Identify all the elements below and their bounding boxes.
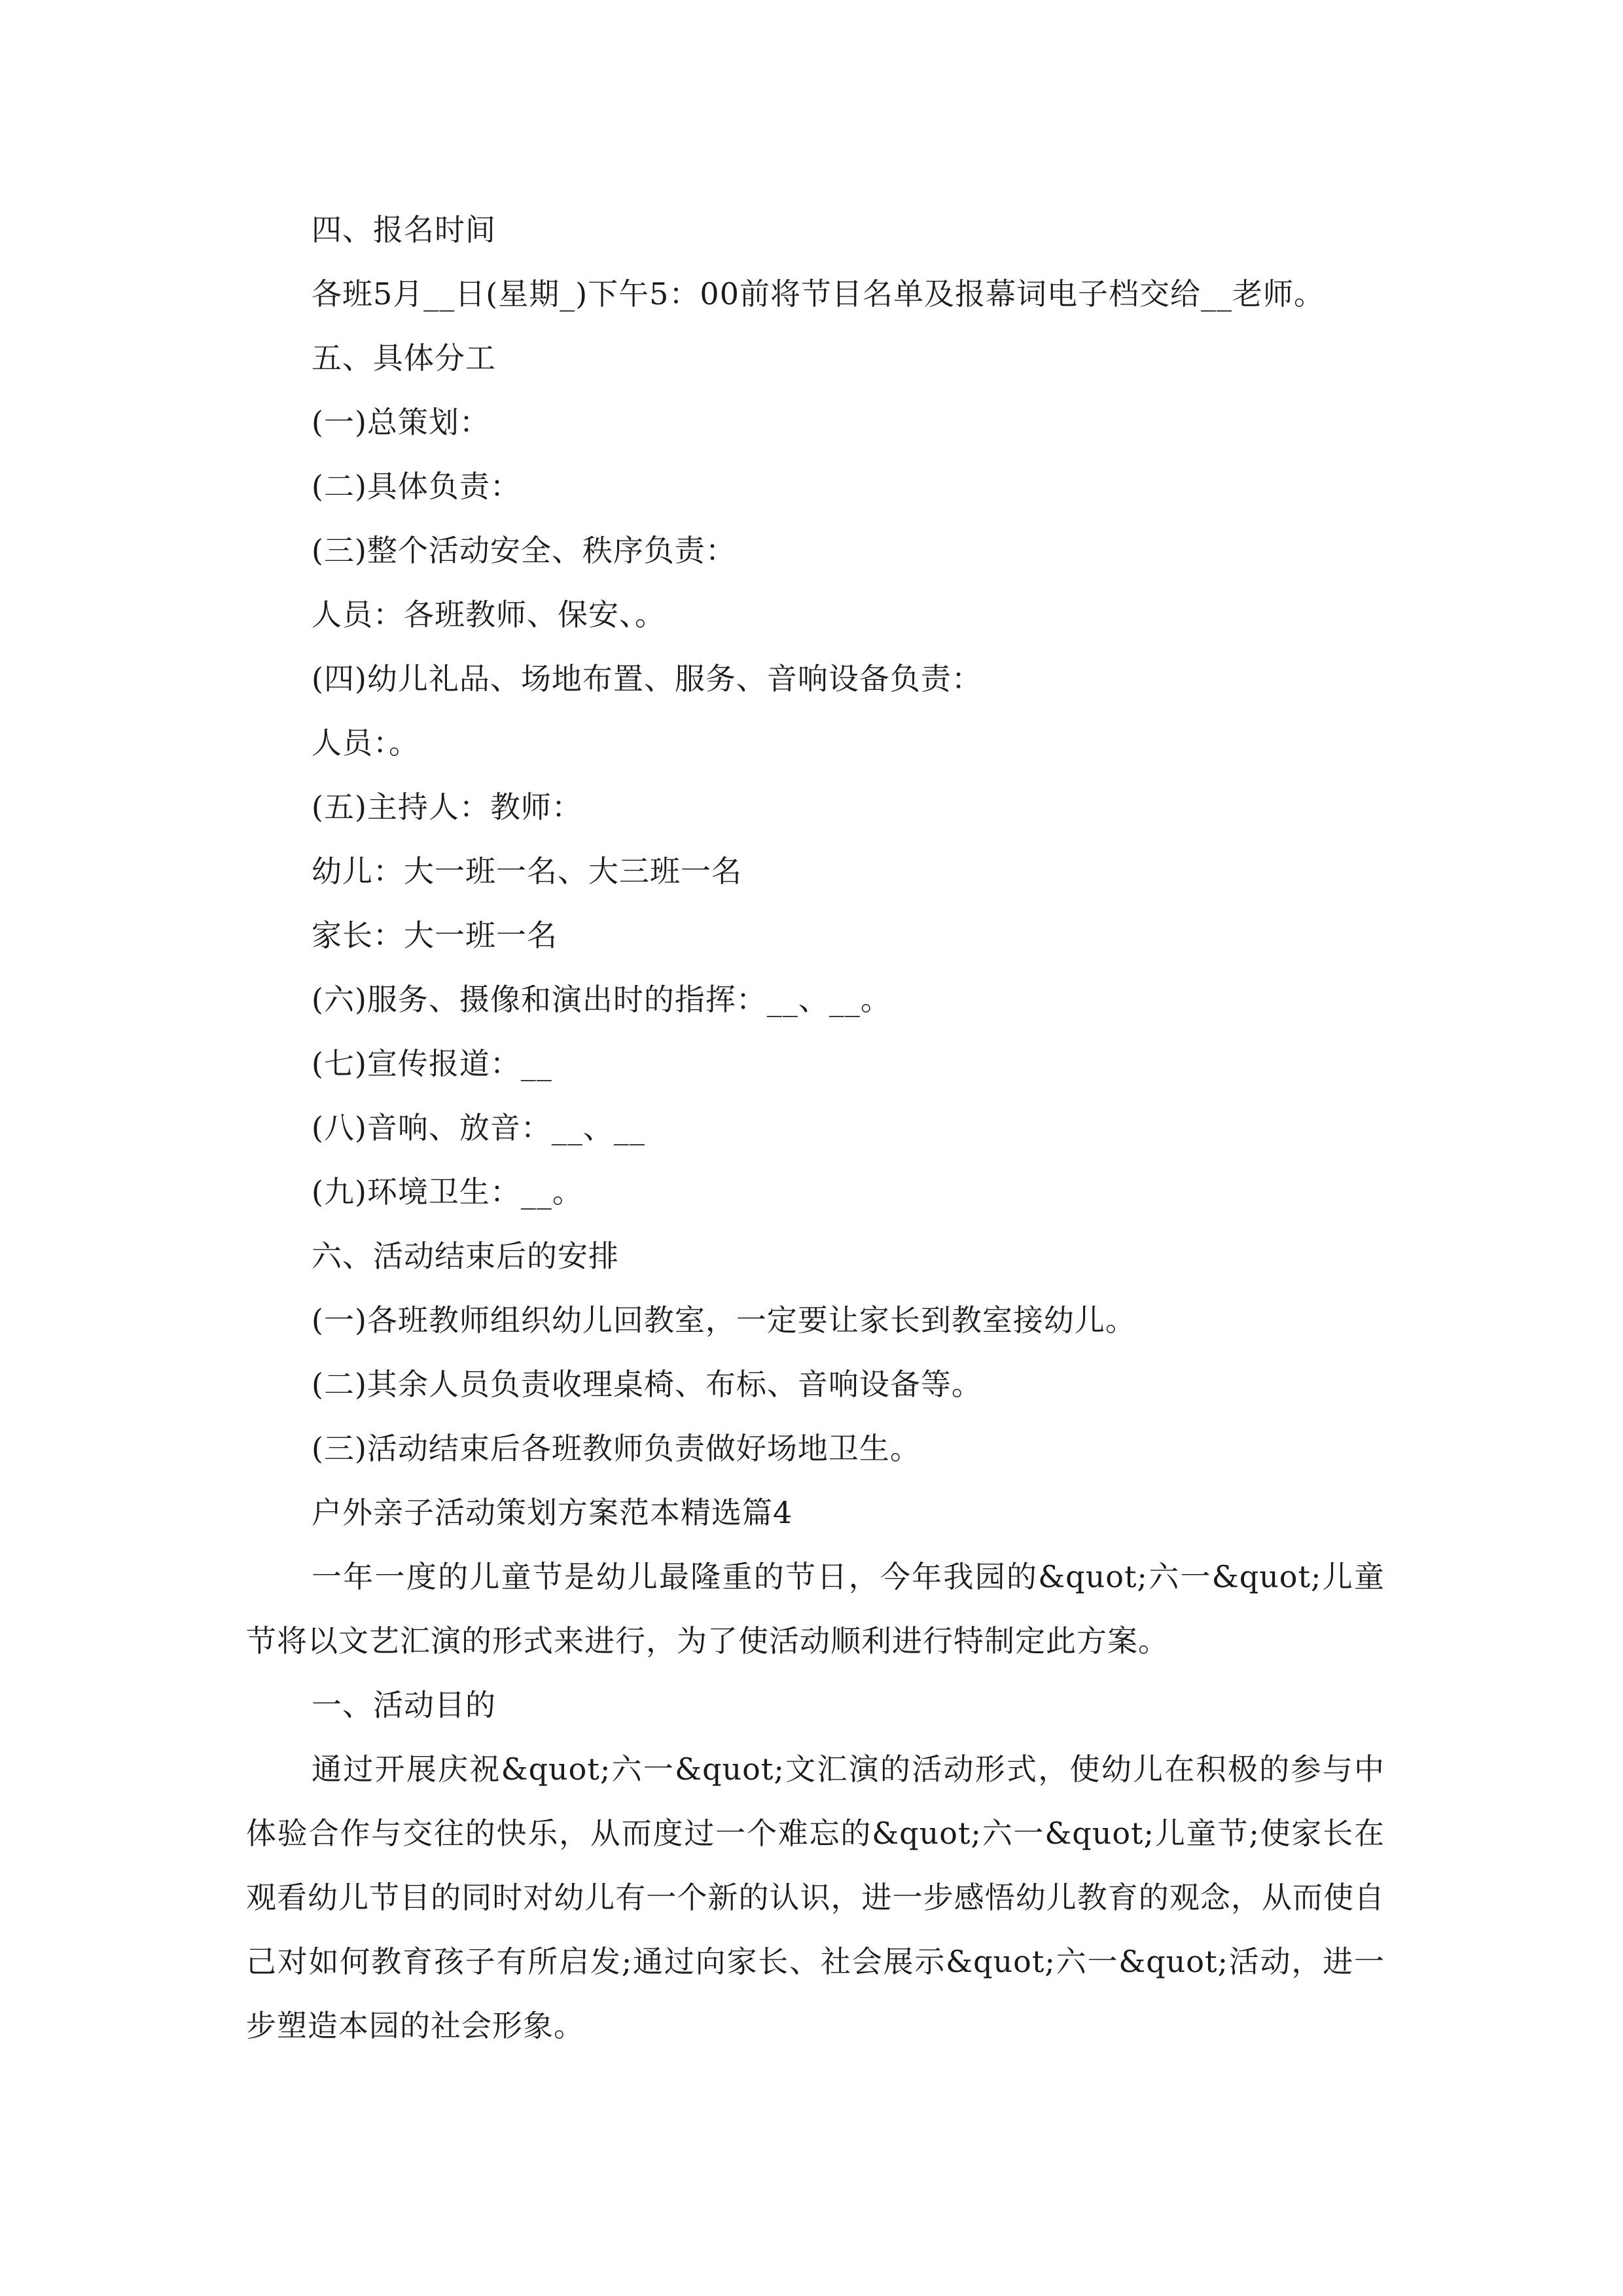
section-heading-activity-goal: 一、活动目的 [312, 1687, 496, 1723]
after-item-1: (一)各班教师组织幼儿回教室，一定要让家长到教室接幼儿。 [312, 1302, 1136, 1338]
hosts-children: 幼儿：大一班一名、大三班一名 [312, 853, 742, 889]
section-heading-after-activity: 六、活动结束后的安排 [312, 1238, 619, 1274]
safety-personnel: 人员：各班教师、保安、。 [312, 597, 666, 632]
intro-paragraph: 一年一度的儿童节是幼儿最隆重的节日，今年我园的&quot;六一&quot;儿童节将以文艺汇演的形式来进行，为了使活动顺利进行特制定此方案。 [246, 1559, 1385, 1659]
item-sanitation: (九)环境卫生：__。 [312, 1174, 583, 1210]
section-heading-registration-time: 四、报名时间 [312, 212, 496, 247]
item-specific-responsibility: (二)具体负责： [312, 469, 521, 504]
after-item-2: (二)其余人员负责收理桌椅、布标、音响设备等。 [312, 1367, 982, 1402]
item-audio: (八)音响、放音：__、__ [312, 1110, 645, 1145]
item-publicity: (七)宣传报道：__ [312, 1046, 552, 1081]
article-title-part-4: 户外亲子活动策划方案范本精选篇4 [312, 1495, 793, 1530]
item-service-photography: (六)服务、摄像和演出时的指挥：__、__。 [312, 982, 891, 1017]
section-heading-division-of-work: 五、具体分工 [312, 340, 496, 376]
document-body [246, 198, 1385, 2058]
goal-paragraph: 通过开展庆祝&quot;六一&quot;文汇演的活动形式，使幼儿在积极的参与中体验合作与交往的快乐，从而度过一个难忘的&quot;六一&quot;儿童节;使家长在观看幼儿节目的同时对幼儿有一个新的认识，进一步感悟幼儿教育的观念，从而使自己对如何教育孩子有所启发;通过向家长、社会展示&quot;六一&quot;活动，进一步塑造本园的社会形象。 [246, 1751, 1385, 2043]
item-safety-order: (三)整个活动安全、秩序负责： [312, 533, 736, 568]
item-gifts-venue-service: (四)幼儿礼品、场地布置、服务、音响设备负责： [312, 661, 982, 696]
after-item-3: (三)活动结束后各班教师负责做好场地卫生。 [312, 1431, 921, 1466]
gifts-personnel: 人员：。 [312, 725, 419, 761]
item-hosts: (五)主持人：教师： [312, 789, 582, 825]
registration-instruction: 各班5月__日(星期_)下午5：00前将节目名单及报幕词电子档交给__老师。 [312, 276, 1325, 312]
item-general-planning: (一)总策划： [312, 404, 490, 440]
hosts-parents: 家长：大一班一名 [312, 918, 558, 953]
